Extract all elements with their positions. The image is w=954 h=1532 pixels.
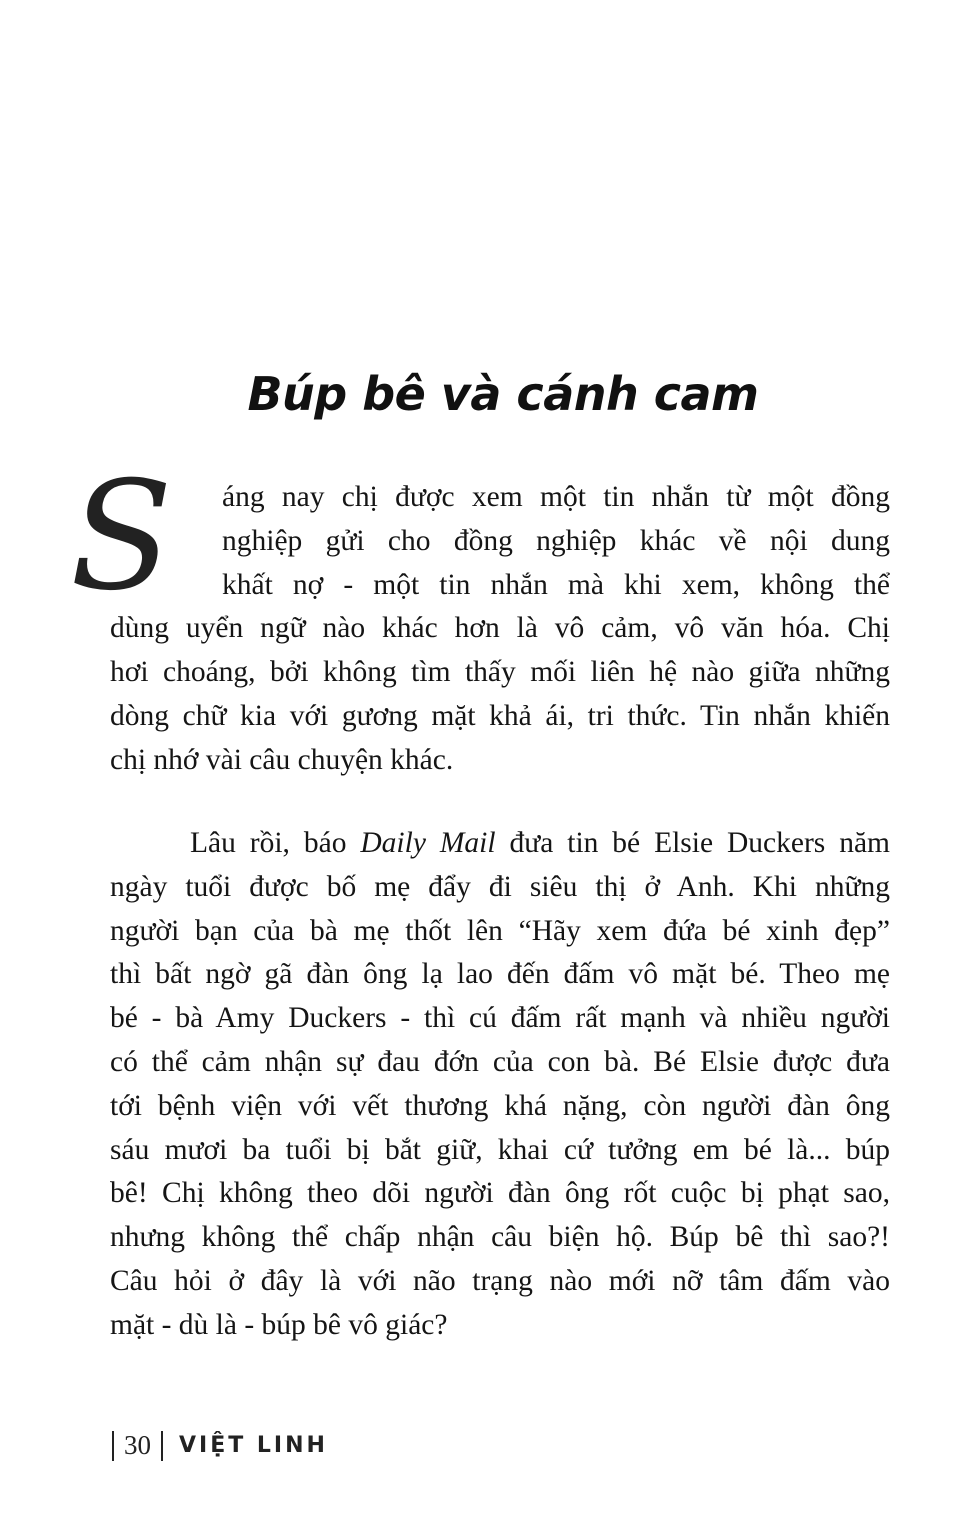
paragraph-2 bbox=[110, 822, 890, 1348]
chapter-title: Búp bê và cánh cam bbox=[247, 366, 759, 421]
text-line bbox=[110, 822, 890, 866]
text-line: dòng chữ kia với gương mặt khả ái, tri thức. Tin nhắn khiến bbox=[110, 699, 890, 732]
text-segment: đưa tin bé Elsie Duckers năm bbox=[495, 827, 890, 859]
text-line: có thể cảm nhận sự đau đớn của con bà. Bé Elsie được đưa bbox=[110, 1045, 890, 1078]
text-line: thì bất ngờ gã đàn ông lạ lao đến đấm vô mặt bé. Theo mẹ bbox=[110, 958, 890, 991]
page-number: 30 bbox=[124, 1430, 151, 1460]
text-line: người bạn của bà mẹ thốt lên “Hãy xem đứa bé xinh đẹp” bbox=[110, 914, 890, 947]
text-line: nhưng không thể chấp nhận câu biện hộ. Búp bê thì sao?! bbox=[110, 1221, 890, 1254]
text-line: Câu hỏi ở đây là với não trạng nào mới nỡ tâm đấm vào bbox=[110, 1264, 890, 1297]
text-line: dùng uyển ngữ nào khác hơn là vô cảm, vô văn hóa. Chị bbox=[110, 612, 890, 645]
author-name: VIỆT LINH bbox=[179, 1433, 328, 1458]
text-line: tới bệnh viện với vết thương khá nặng, còn người đàn ông bbox=[110, 1089, 890, 1122]
text-line: khất nợ - một tin nhắn mà khi xem, không thể bbox=[222, 568, 890, 601]
text-line: bé - bà Amy Duckers - thì cú đấm rất mạnh và nhiều người bbox=[110, 1002, 890, 1035]
text-line: nghiệp gửi cho đồng nghiệp khác về nội dung bbox=[222, 524, 890, 557]
text-line: hơi choáng, bởi không tìm thấy mối liên hệ nào giữa những bbox=[110, 656, 890, 689]
divider-bar bbox=[161, 1431, 163, 1461]
text-line: bê! Chị không theo dõi người đàn ông rốt cuộc bị phạt sao, bbox=[110, 1177, 890, 1210]
text-line: ngày tuổi được bố mẹ đẩy đi siêu thị ở Anh. Khi những bbox=[110, 870, 890, 903]
divider-bar bbox=[112, 1431, 114, 1461]
text-line: sáu mươi ba tuổi bị bắt giữ, khai cứ tưởng em bé là... búp bbox=[110, 1133, 890, 1166]
text-line: chị nhớ vài câu chuyện khác. bbox=[110, 743, 454, 776]
newspaper-name: Daily Mail bbox=[360, 827, 496, 859]
drop-cap-letter: S bbox=[70, 450, 173, 624]
text-line: áng nay chị được xem một tin nhắn từ một đồng bbox=[222, 481, 890, 513]
paragraph-1 bbox=[110, 476, 890, 783]
page-footer bbox=[112, 1430, 328, 1461]
text-line: mặt - dù là - búp bê vô giác? bbox=[110, 1308, 448, 1341]
text-segment: Lâu rồi, báo bbox=[190, 827, 361, 859]
